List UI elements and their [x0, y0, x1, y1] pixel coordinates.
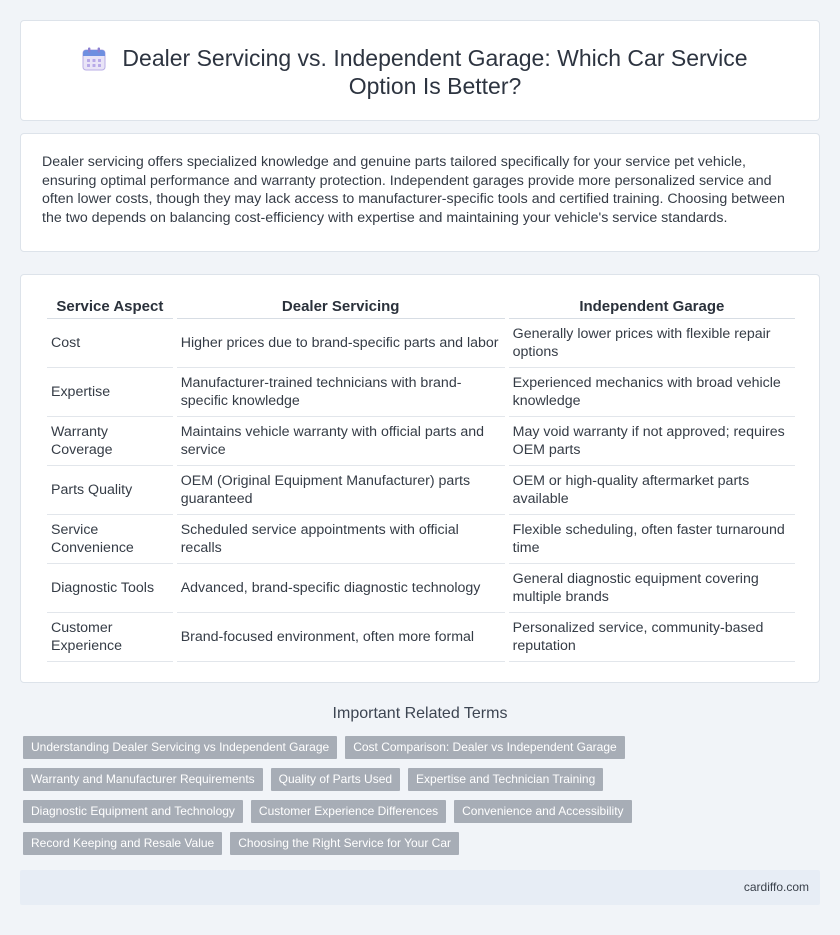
table-cell: Advanced, brand-specific diagnostic technology — [177, 564, 505, 613]
column-header: Dealer Servicing — [177, 295, 505, 319]
table-row — [47, 417, 795, 466]
column-header: Service Aspect — [47, 295, 173, 319]
table-row — [47, 564, 795, 613]
table-cell: Higher prices due to brand-specific parts and labor — [177, 319, 505, 368]
table-cell: Brand-focused environment, often more formal — [177, 613, 505, 662]
related-terms-list — [23, 736, 643, 855]
related-term-tag[interactable]: Choosing the Right Service for Your Car — [230, 832, 459, 855]
table-cell: Maintains vehicle warranty with official parts and service — [177, 417, 505, 466]
table-cell: General diagnostic equipment covering multiple brands — [509, 564, 795, 613]
related-term-tag[interactable]: Understanding Dealer Servicing vs Independent Garage — [23, 736, 337, 759]
table-cell: Scheduled service appointments with official recalls — [177, 515, 505, 564]
related-term-tag[interactable]: Cost Comparison: Dealer vs Independent Garage — [345, 736, 624, 759]
table-cell: Diagnostic Tools — [47, 564, 173, 613]
table-cell: Warranty Coverage — [47, 417, 173, 466]
comparison-table — [43, 295, 799, 662]
table-row — [47, 319, 795, 368]
table-row — [47, 466, 795, 515]
footer — [20, 870, 820, 905]
intro-card — [20, 133, 820, 252]
related-term-tag[interactable]: Quality of Parts Used — [271, 768, 400, 791]
related-term-tag[interactable]: Diagnostic Equipment and Technology — [23, 800, 243, 823]
table-cell: Cost — [47, 319, 173, 368]
table-cell: OEM or high-quality aftermarket parts available — [509, 466, 795, 515]
table-cell: Personalized service, community-based reputation — [509, 613, 795, 662]
title-card — [20, 20, 820, 121]
related-term-tag[interactable]: Warranty and Manufacturer Requirements — [23, 768, 263, 791]
column-header: Independent Garage — [509, 295, 795, 319]
table-row — [47, 515, 795, 564]
title-wrap — [21, 44, 819, 100]
related-term-tag[interactable]: Convenience and Accessibility — [454, 800, 631, 823]
table-cell: Generally lower prices with flexible repair options — [509, 319, 795, 368]
related-term-tag[interactable]: Expertise and Technician Training — [408, 768, 603, 791]
table-row — [47, 368, 795, 417]
related-term-tag[interactable]: Customer Experience Differences — [251, 800, 446, 823]
table-cell: Parts Quality — [47, 466, 173, 515]
page-title: Dealer Servicing vs. Independent Garage: Which Car Service Option Is Better? — [122, 45, 748, 99]
comparison-table-card — [20, 274, 820, 683]
table-header-row — [47, 295, 795, 319]
intro-paragraph: Dealer servicing offers specialized knowledge and genuine parts tailored specifically for your service pet vehicle, ensuring optimal performance and warranty protection. Independent garages provide more personalized service and often lower costs, though they may lack access to manufacturer-specific tools and certified training. Choosing between the two depends on balancing cost-efficiency with expertise and maintaining your vehicle's service standards. — [42, 154, 785, 227]
related-terms-heading: Important Related Terms — [332, 705, 508, 722]
table-cell: OEM (Original Equipment Manufacturer) parts guaranteed — [177, 466, 505, 515]
table-cell: Service Convenience — [47, 515, 173, 564]
table-cell: Flexible scheduling, often faster turnaround time — [509, 515, 795, 564]
table-cell: Experienced mechanics with broad vehicle knowledge — [509, 368, 795, 417]
footer-site-name[interactable]: cardiffo.com — [743, 880, 809, 894]
table-row — [47, 613, 795, 662]
table-cell: Manufacturer-trained technicians with brand-specific knowledge — [177, 368, 505, 417]
table-cell: Customer Experience — [47, 613, 173, 662]
table-cell: Expertise — [47, 368, 173, 417]
table-cell: May void warranty if not approved; requires OEM parts — [509, 417, 795, 466]
related-term-tag[interactable]: Record Keeping and Resale Value — [23, 832, 222, 855]
